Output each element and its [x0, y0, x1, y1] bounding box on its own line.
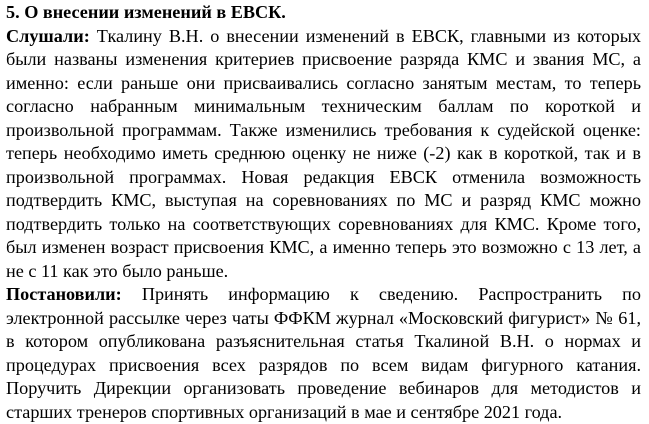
heard-paragraph	[6, 25, 641, 284]
heard-text: Ткалину В.Н. о внесении изменений в ЕВСК, главными из которых были названы изменения критериев присвоение разряда КМС и звания МС, а именно: если раньше они присваивались согласно занятым местам, то теперь согласно набранным минимальным техническим баллам по короткой и произвольной программам. Также изменились требования к судейской оценке: теперь необходимо иметь среднюю оценку не ниже (-2) как в короткой, так и в произвольной программах. Новая редакция ЕВСК отменила возможность подтвердить КМС, выступая на соревнованиях по МС и разряд КМС можно подтвердить только на соответствующих соревнованиях для КМС. Кроме того, был изменен возраст присвоения КМС, а именно теперь это возможно с 13 лет, а не с 11 как это было раньше.	[6, 25, 642, 281]
resolved-text: Принять информацию к сведению. Распространить по электронной рассылке через чаты ФФКМ журнал «Московский фигурист» № 61, в котором опубликована разъяснительная статья Ткалиной В.Н. о нормах и процедурах присвоения всех разрядов по всем видам фигурного катания. Поручить Дирекции организовать проведение вебинаров для методистов и старших тренеров спортивных организаций в мае и сентябре 2021 года.	[6, 284, 641, 422]
resolved-label: Постановили:	[6, 284, 122, 304]
resolved-paragraph	[6, 283, 641, 424]
section-heading: 5. О внесении изменений в ЕВСК.	[6, 2, 286, 22]
heard-label: Слушали:	[6, 25, 90, 46]
